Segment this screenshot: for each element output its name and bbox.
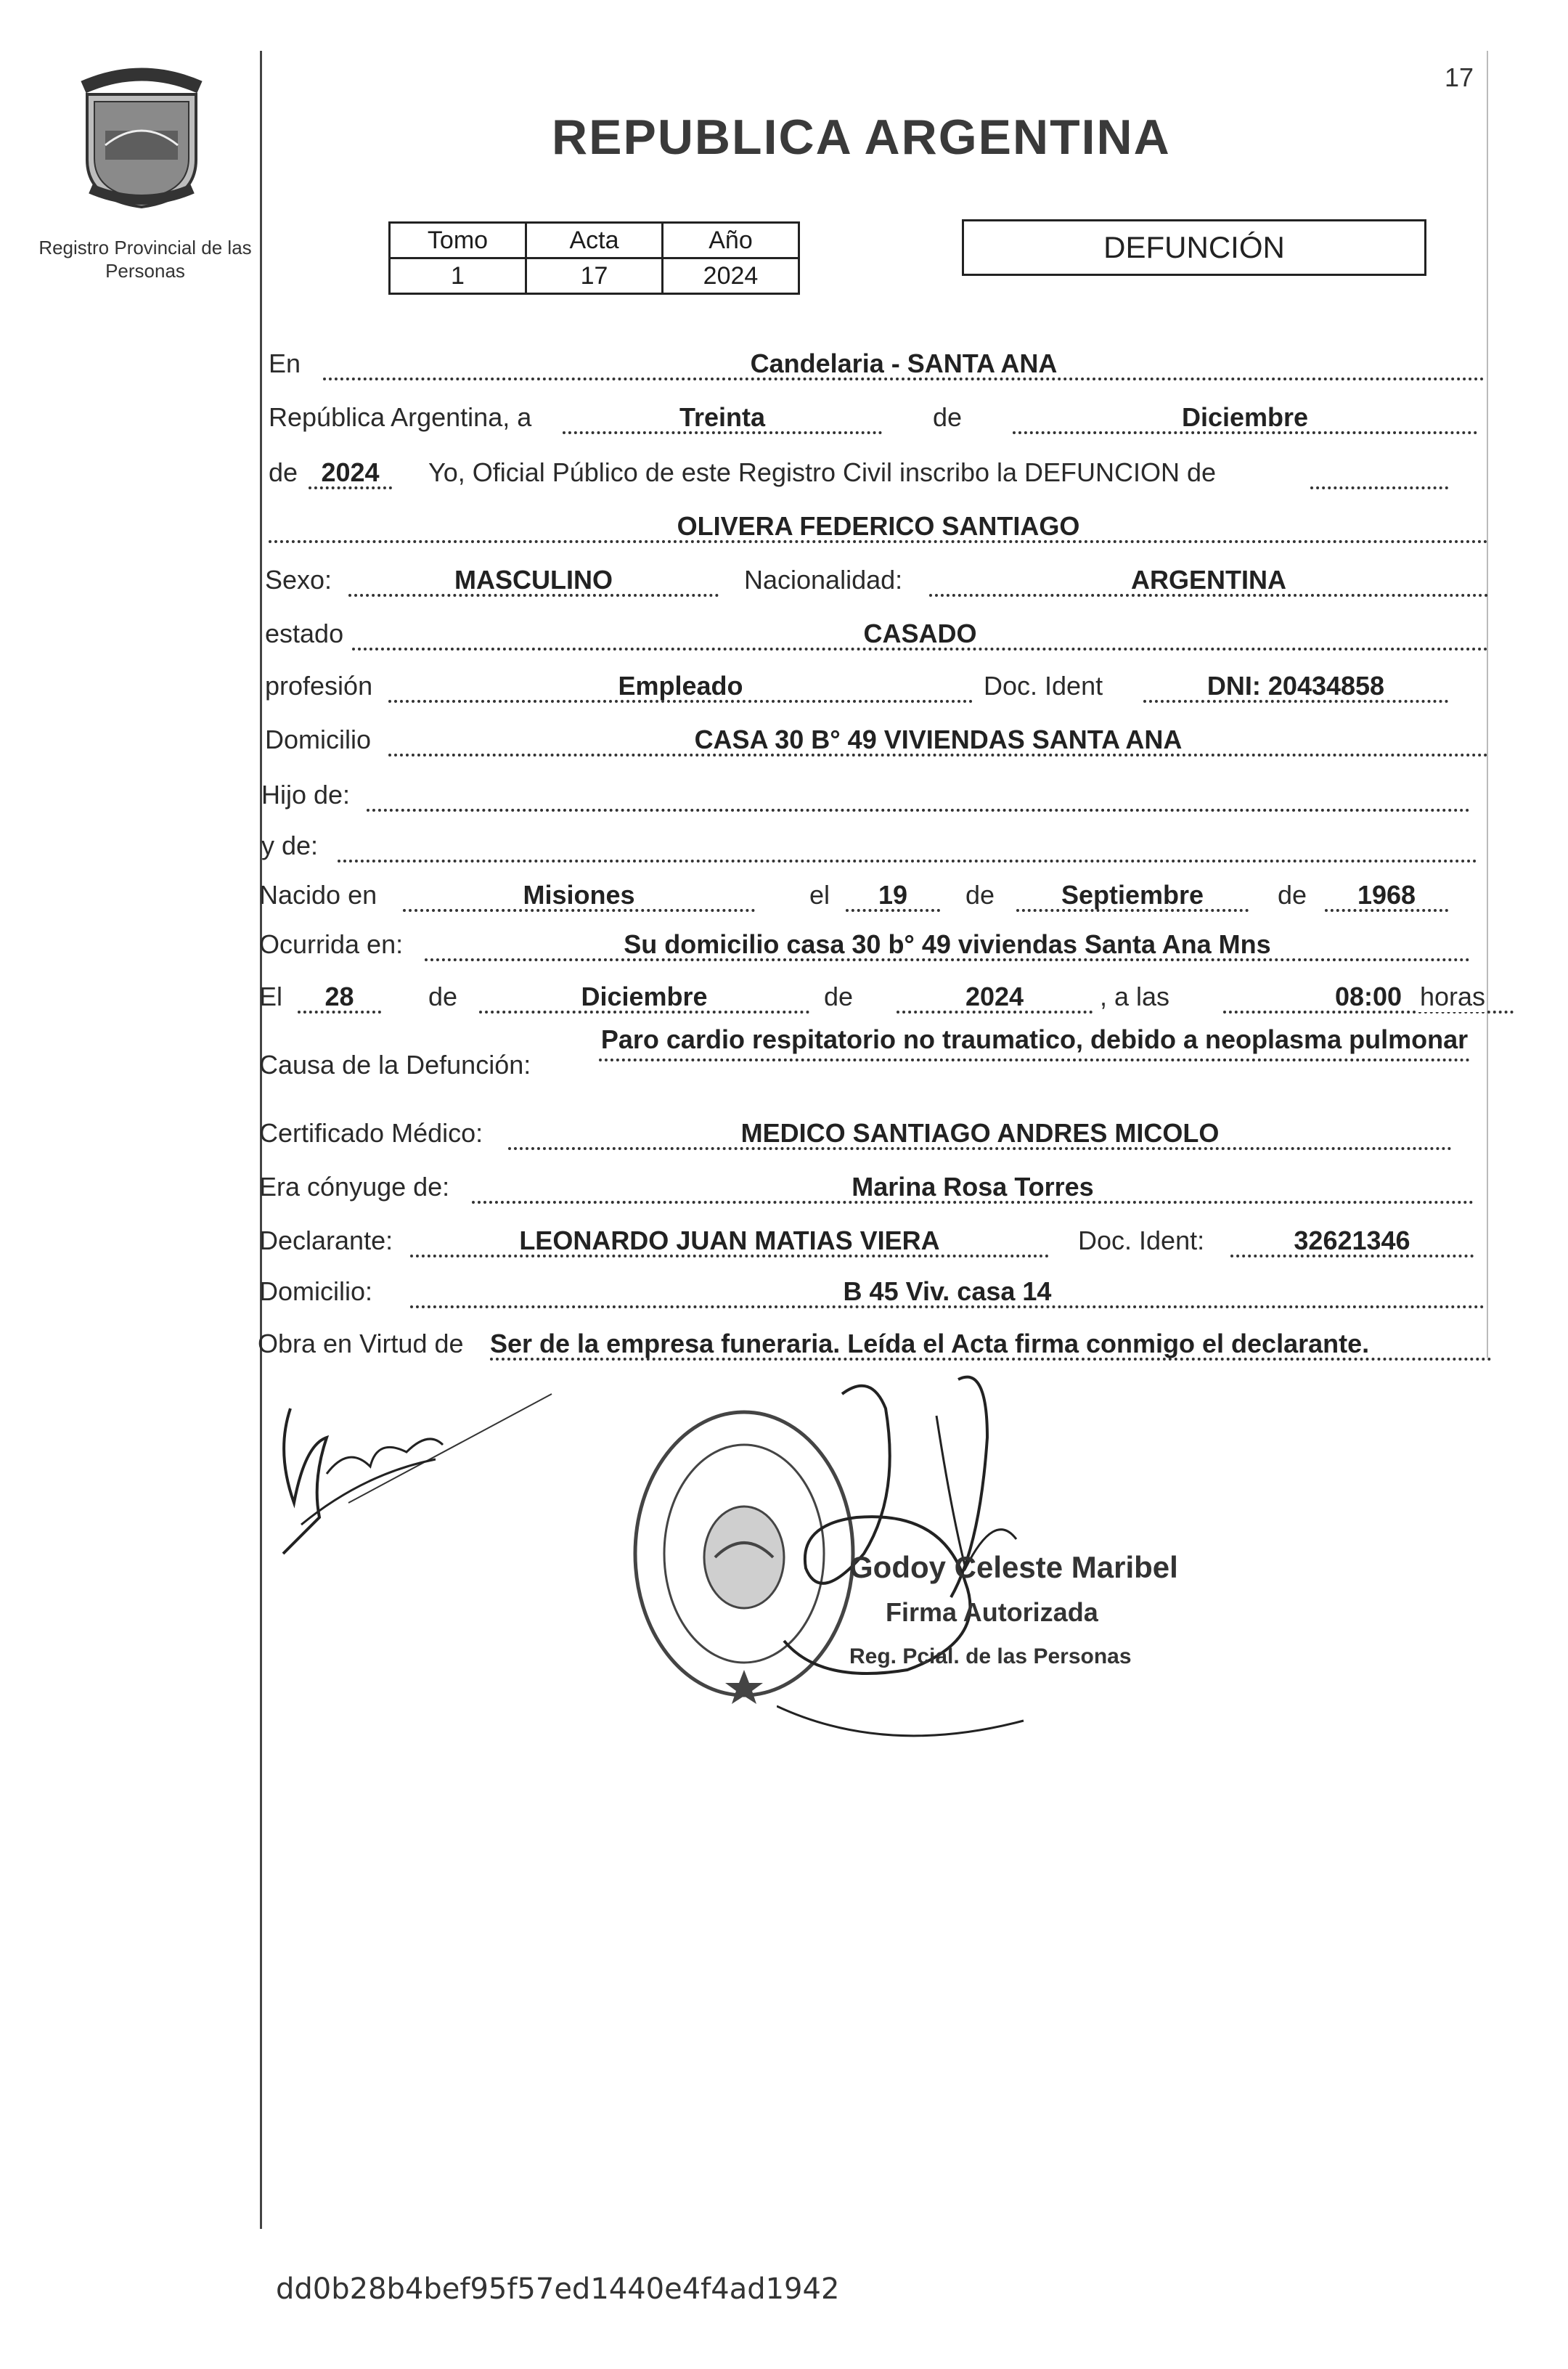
fallec-anio: 2024	[897, 982, 1093, 1014]
oficial-text: Yo, Oficial Público de este Registro Civil inscribo la DEFUNCION de	[428, 457, 1217, 487]
sexo-label: Sexo:	[265, 565, 332, 595]
row-anio	[258, 444, 1492, 498]
doc-ident2-value: 32621346	[1230, 1226, 1474, 1257]
ocurrida-label: Ocurrida en:	[259, 929, 404, 959]
doc-ident-value: DNI: 20434858	[1143, 671, 1448, 703]
republica-label: República Argentina, a	[269, 402, 532, 432]
ocurrida-value: Su domicilio casa 30 b° 49 viviendas Santa Ana Mns	[425, 929, 1470, 961]
hijo-value	[367, 780, 1470, 812]
record-value-tomo: 1	[390, 258, 526, 294]
row-declarante	[258, 1212, 1492, 1266]
profesion-label: profesión	[265, 671, 373, 701]
obra-label: Obra en Virtud de	[258, 1329, 464, 1358]
registry-label: Registro Provincial de las Personas	[38, 237, 252, 282]
domicilio-value: CASA 30 B° 49 VIVIENDAS SANTA ANA	[388, 725, 1488, 757]
domicilio2-label: Domicilio:	[259, 1276, 373, 1306]
row-yde	[258, 817, 1492, 871]
row-causa	[258, 1016, 1492, 1111]
page-title: REPUBLICA ARGENTINA	[552, 110, 1171, 165]
certificado-value: MEDICO SANTIAGO ANDRES MICOLO	[508, 1118, 1452, 1150]
obra-value: Ser de la empresa funeraria. Leída el Acta firma conmigo el declarante.	[490, 1329, 1492, 1361]
row-domicilio2	[258, 1263, 1492, 1317]
row-nombre	[258, 498, 1492, 552]
official-name: Godoy Celeste Maribel	[849, 1550, 1178, 1584]
row-en	[258, 335, 1492, 389]
dia-value: Treinta	[563, 402, 882, 434]
row-fecha	[258, 389, 1492, 443]
certificado-label: Certificado Médico:	[259, 1118, 483, 1148]
fallec-dia: 28	[298, 982, 381, 1014]
record-table	[388, 221, 800, 295]
nacido-mes: Septiembre	[1016, 880, 1249, 912]
record-header-anio: Año	[663, 223, 799, 258]
anio-value: 2024	[309, 457, 392, 489]
nacido-de-label: de	[965, 880, 995, 910]
hijo-label: Hijo de:	[261, 780, 351, 810]
estado-value: CASADO	[352, 619, 1488, 651]
record-value-anio: 2024	[663, 258, 799, 294]
row-hijo	[258, 767, 1492, 820]
fallec-de-label: de	[428, 982, 458, 1011]
en-value: Candelaria - SANTA ANA	[323, 348, 1485, 380]
conyuge-label: Era cónyuge de:	[259, 1172, 450, 1202]
el-upper-label: El	[259, 982, 283, 1011]
conyuge-value: Marina Rosa Torres	[472, 1172, 1474, 1204]
document-type-box: DEFUNCIÓN	[962, 219, 1426, 276]
domicilio2-value: B 45 Viv. casa 14	[410, 1276, 1485, 1308]
mes-value: Diciembre	[1013, 402, 1477, 434]
en-label: En	[269, 348, 301, 378]
row-sexo	[258, 552, 1492, 605]
nacido-lugar: Misiones	[403, 880, 755, 912]
el-label: el	[809, 880, 830, 910]
row-estado	[258, 605, 1492, 659]
horas-label: horas	[1416, 982, 1485, 1012]
fallec-de-label-2: de	[824, 982, 854, 1011]
record-value-acta: 17	[526, 258, 663, 294]
yde-value	[338, 831, 1477, 863]
row-nacido	[258, 867, 1492, 921]
estado-label: estado	[265, 619, 344, 648]
row-certificado	[258, 1105, 1492, 1159]
row-obra	[258, 1316, 1492, 1369]
doc-ident-label: Doc. Ident	[984, 671, 1103, 701]
fallec-mes: Diciembre	[479, 982, 809, 1014]
doc-ident2-label: Doc. Ident:	[1078, 1226, 1205, 1255]
deceased-name: OLIVERA FEDERICO SANTIAGO	[269, 511, 1488, 543]
oficial-trailing-line	[1310, 457, 1448, 489]
declarante-label: Declarante:	[259, 1226, 393, 1255]
nacido-anio: 1968	[1325, 880, 1448, 912]
nacionalidad-value: ARGENTINA	[929, 565, 1488, 597]
record-header-acta: Acta	[526, 223, 663, 258]
causa-value: Paro cardio respitatorio no traumatico, debido a neoplasma pulmonar	[599, 1021, 1470, 1061]
row-fallecimiento	[258, 969, 1492, 1022]
row-ocurrida	[258, 916, 1492, 970]
declarant-signature-icon	[261, 1365, 566, 1583]
hora-value: 08:00	[1223, 982, 1514, 1014]
profesion-value: Empleado	[388, 671, 973, 703]
declarante-value: LEONARDO JUAN MATIAS VIERA	[410, 1226, 1049, 1257]
page-number: 17	[1445, 62, 1474, 92]
nacido-de-label-2: de	[1278, 880, 1307, 910]
row-conyuge	[258, 1159, 1492, 1212]
record-header-tomo: Tomo	[390, 223, 526, 258]
yde-label: y de:	[261, 831, 319, 860]
nacido-label: Nacido en	[259, 880, 377, 910]
nacido-dia: 19	[846, 880, 940, 912]
a-las-label: , a las	[1100, 982, 1170, 1011]
nacionalidad-label: Nacionalidad:	[744, 565, 903, 595]
document-hash: dd0b28b4bef95f57ed1440e4f4ad1942	[276, 2272, 840, 2306]
causa-label: Causa de la Defunción:	[259, 1050, 531, 1080]
de-label: de	[933, 402, 963, 432]
de-label: de	[269, 457, 298, 487]
row-domicilio	[258, 711, 1492, 765]
official-role: Firma Autorizada	[886, 1597, 1098, 1627]
official-office: Reg. Pcial. de las Personas	[849, 1644, 1132, 1668]
province-seal-icon	[73, 65, 211, 211]
row-profesion	[258, 658, 1492, 711]
sexo-value: MASCULINO	[348, 565, 719, 597]
domicilio-label: Domicilio	[265, 725, 372, 754]
